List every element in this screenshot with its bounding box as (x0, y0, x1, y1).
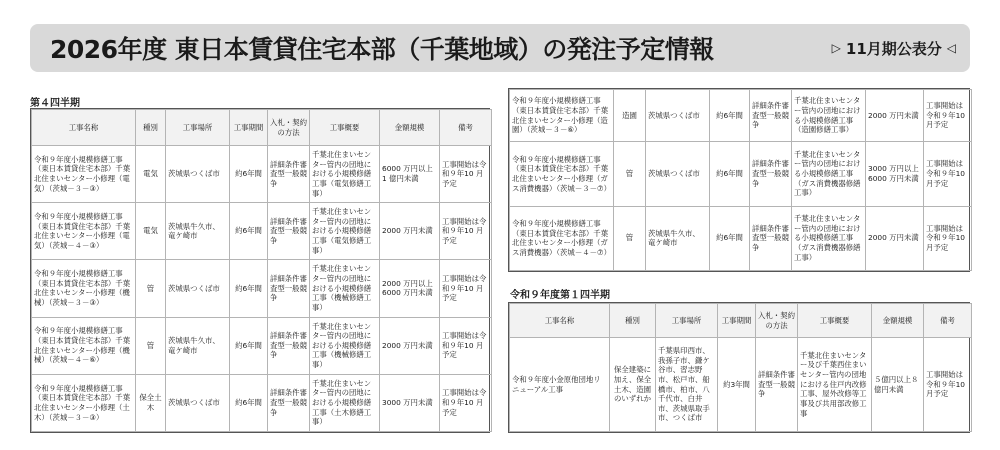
q1-table-block (508, 302, 970, 433)
col-header-method: 入札・契約の方法 (268, 110, 310, 146)
q1-header-row (510, 304, 972, 338)
cell-location: 茨城県つくば市 (166, 374, 230, 431)
cell-remarks: 工事開始は令和９年10 月予定 (440, 317, 492, 374)
col-header-summary: 工事概要 (798, 304, 872, 338)
section-label-q1: 令和９年度第１四半期 (510, 290, 610, 301)
col-header-remarks: 備考 (924, 304, 972, 338)
cell-period: 約6年間 (230, 260, 268, 317)
cell-period: 約6年間 (710, 206, 750, 270)
cell-type: 管 (136, 260, 166, 317)
cell-remarks: 工事開始は令和９年10 月予定 (440, 260, 492, 317)
col-header-location: 工事場所 (166, 110, 230, 146)
cell-summary: 千葉北住まいセンター管内の団地における小規模修繕工事（電気修繕工事） (310, 203, 380, 260)
cell-summary: 千葉北住まいセンター管内の団地における小規模修繕工事（ガス消費機器修繕工事） (792, 206, 866, 270)
cell-name: 令和９年度小規模修繕工事（東日本賃貸住宅本部）千葉北住まいセンター小修理（機械）（茨城－４－⑥） (32, 317, 136, 374)
col-header-amount: 金額規模 (380, 110, 440, 146)
q4-continued-table (509, 89, 972, 271)
cell-method: 詳細条件審査型一般競争 (268, 260, 310, 317)
cell-method: 詳細条件審査型一般競争 (756, 338, 798, 432)
cell-period: 約6年間 (710, 142, 750, 206)
cell-remarks: 工事開始は令和９年10 月予定 (440, 203, 492, 260)
cell-location: 茨城県牛久市、竜ケ崎市 (166, 317, 230, 374)
cell-type: 管 (614, 206, 646, 270)
col-header-name: 工事名称 (510, 304, 610, 338)
col-header-type: 種別 (610, 304, 656, 338)
cell-location: 茨城県つくば市 (166, 146, 230, 203)
table-row (510, 90, 972, 142)
cell-summary: 千葉北住まいセンター管内の団地における小規模修繕工事（機械修繕工事） (310, 317, 380, 374)
cell-location: 茨城県つくば市 (646, 142, 710, 206)
cell-summary: 千葉北住まいセンター管内の団地における小規模修繕工事（電気修繕工事） (310, 146, 380, 203)
cell-amount: ５億円以上８億円未満 (872, 338, 924, 432)
cell-type: 保全土木 (136, 374, 166, 431)
cell-amount: 2000 万円未満 (866, 206, 924, 270)
q4-continued-table-block (508, 88, 970, 272)
cell-amount: 6000 万円以上1 億円未満 (380, 146, 440, 203)
table-row (32, 260, 492, 317)
publication-label: 11月期公表分 (845, 39, 942, 58)
cell-type: 電気 (136, 146, 166, 203)
cell-location: 茨城県つくば市 (646, 90, 710, 142)
cell-amount: 2000 万円未満 (380, 203, 440, 260)
cell-remarks: 工事開始は令和９年10 月予定 (924, 338, 972, 432)
cell-period: 約6年間 (230, 374, 268, 431)
cell-period: 約6年間 (230, 317, 268, 374)
q4-table (31, 109, 492, 432)
cell-type: 管 (614, 142, 646, 206)
header-banner (30, 24, 970, 72)
col-header-remarks: 備考 (440, 110, 492, 146)
cell-name: 令和９年度小規模修繕工事（東日本賃貸住宅本部）千葉北住まいセンター小修理（造園）（茨城－３－⑥） (510, 90, 614, 142)
cell-period: 約6年間 (710, 90, 750, 142)
q4-table-block (30, 108, 490, 433)
table-row (32, 374, 492, 431)
col-header-period: 工事期間 (230, 110, 268, 146)
publication-badge (832, 38, 956, 59)
col-header-name: 工事名称 (32, 110, 136, 146)
cell-location: 茨城県牛久市、竜ケ崎市 (646, 206, 710, 270)
cell-period: 約6年間 (230, 203, 268, 260)
cell-period: 約3年間 (718, 338, 756, 432)
cell-period: 約6年間 (230, 146, 268, 203)
cell-method: 詳細条件審査型一般競争 (268, 317, 310, 374)
cell-remarks: 工事開始は令和９年10 月予定 (924, 90, 972, 142)
cell-amount: 2000 万円未満 (866, 90, 924, 142)
cell-summary: 千葉北住まいセンター管内の団地における小規模修繕工事（造園修繕工事） (792, 90, 866, 142)
table-row (32, 317, 492, 374)
cell-method: 詳細条件審査型一般競争 (750, 90, 792, 142)
cell-method: 詳細条件審査型一般競争 (268, 203, 310, 260)
col-header-location: 工事場所 (656, 304, 718, 338)
cell-method: 詳細条件審査型一般競争 (750, 206, 792, 270)
cell-remarks: 工事開始は令和９年10 月予定 (440, 374, 492, 431)
cell-summary: 千葉北住まいセンター管内の団地における小規模修繕工事（機械修繕工事） (310, 260, 380, 317)
cell-name: 令和９年度小規模修繕工事（東日本賃貸住宅本部）千葉北住まいセンター小修理（機械）（茨城－３－③） (32, 260, 136, 317)
table-row (510, 338, 972, 432)
cell-name: 令和９年度小規模修繕工事（東日本賃貸住宅本部）千葉北住まいセンター小修理（ガス消費機器）（茨城－４－⑦） (510, 206, 614, 270)
section-label-q4: 第４四半期 (30, 98, 80, 109)
cell-name: 令和９年度小規模修繕工事（東日本賃貸住宅本部）千葉北住まいセンター小修理（電気）（茨城－４－③） (32, 203, 136, 260)
col-header-method: 入札・契約の方法 (756, 304, 798, 338)
cell-type: 管 (136, 317, 166, 374)
cell-type: 保全建築に加え、保全土木、造園のいずれか (610, 338, 656, 432)
triangle-right-icon: ▷ (831, 41, 841, 55)
table-row (32, 203, 492, 260)
cell-method: 詳細条件審査型一般競争 (268, 374, 310, 431)
cell-name: 令和９年度小金原他団地リニューアル工事 (510, 338, 610, 432)
cell-amount: 2000 万円以上6000 万円未満 (380, 260, 440, 317)
cell-location: 茨城県牛久市、竜ケ崎市 (166, 203, 230, 260)
cell-name: 令和９年度小規模修繕工事（東日本賃貸住宅本部）千葉北住まいセンター小修理（ガス消費機器）（茨城－３－⑦） (510, 142, 614, 206)
cell-name: 令和９年度小規模修繕工事（東日本賃貸住宅本部）千葉北住まいセンター小修理（土木）（茨城－３－③） (32, 374, 136, 431)
cell-method: 詳細条件審査型一般競争 (268, 146, 310, 203)
col-header-summary: 工事概要 (310, 110, 380, 146)
cell-location: 茨城県つくば市 (166, 260, 230, 317)
col-header-amount: 金額規模 (872, 304, 924, 338)
cell-location: 千葉県印西市、我孫子市、鎌ケ谷市、習志野市、松戸市、船橋市、柏市、八千代市、白井市、茨城県取手市、つくば市 (656, 338, 718, 432)
triangle-left-icon: ◁ (946, 41, 956, 55)
cell-name: 令和９年度小規模修繕工事（東日本賃貸住宅本部）千葉北住まいセンター小修理（電気）（茨城－３－③） (32, 146, 136, 203)
cell-method: 詳細条件審査型一般競争 (750, 142, 792, 206)
cell-remarks: 工事開始は令和９年10 月予定 (440, 146, 492, 203)
col-header-type: 種別 (136, 110, 166, 146)
table-row (510, 206, 972, 270)
page-title: 2026年度 東日本賃貸住宅本部（千葉地域）の発注予定情報 (50, 35, 714, 64)
cell-summary: 千葉北住まいセンター及び千葉西住まいセンター管内の団地における住戸内改修工事、屋外改修等工事及び共用部改修工事 (798, 338, 872, 432)
table-row (510, 142, 972, 206)
q4-header-row (32, 110, 492, 146)
q1-table (509, 303, 972, 432)
cell-amount: 3000 万円未満 (380, 374, 440, 431)
col-header-period: 工事期間 (718, 304, 756, 338)
cell-remarks: 工事開始は令和９年10 月予定 (924, 142, 972, 206)
cell-summary: 千葉北住まいセンター管内の団地における小規模修繕工事（ガス消費機器修繕工事） (792, 142, 866, 206)
cell-summary: 千葉北住まいセンター管内の団地における小規模修繕工事（土木修繕工事） (310, 374, 380, 431)
cell-type: 電気 (136, 203, 166, 260)
cell-amount: 2000 万円未満 (380, 317, 440, 374)
cell-type: 造園 (614, 90, 646, 142)
table-row (32, 146, 492, 203)
cell-remarks: 工事開始は令和９年10 月予定 (924, 206, 972, 270)
cell-amount: 3000 万円以上6000 万円未満 (866, 142, 924, 206)
